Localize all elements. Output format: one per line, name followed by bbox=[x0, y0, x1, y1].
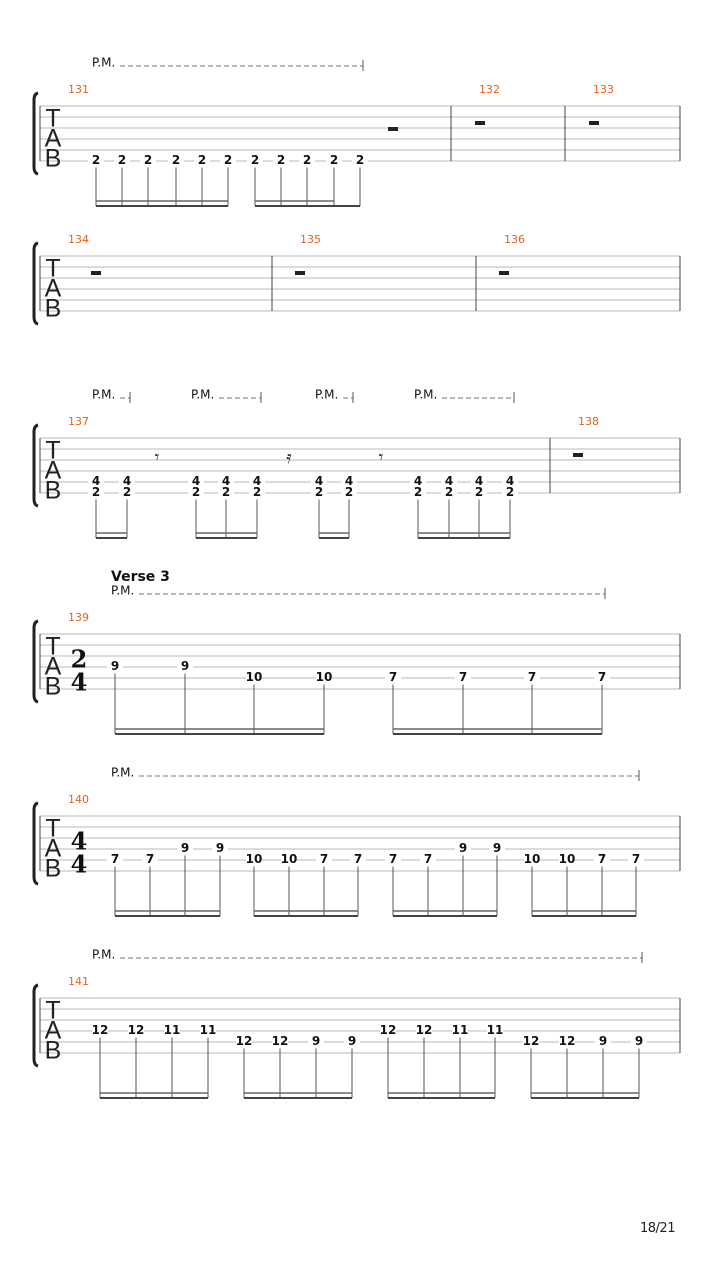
time-signature-top: 4 bbox=[70, 826, 88, 856]
fret-number: 2 bbox=[355, 153, 365, 167]
fret-number: 7 bbox=[631, 852, 641, 866]
tab-system bbox=[34, 392, 680, 538]
tab-clef-letter: T bbox=[45, 996, 61, 1025]
fret-number: 9 bbox=[110, 659, 120, 673]
measure-number: 140 bbox=[68, 793, 89, 806]
tab-clef-letter: B bbox=[44, 1036, 62, 1065]
fret-number: 2 bbox=[191, 485, 201, 499]
measure-number: 139 bbox=[68, 611, 89, 624]
palm-mute-label: P.M. bbox=[111, 583, 135, 598]
fret-number: 4 bbox=[221, 474, 231, 488]
fret-number: 2 bbox=[444, 485, 454, 499]
measure-number: 131 bbox=[68, 83, 89, 96]
system-bracket bbox=[34, 243, 38, 324]
fret-number: 2 bbox=[474, 485, 484, 499]
time-signature-top: 2 bbox=[70, 644, 88, 674]
system-bracket bbox=[34, 803, 38, 884]
fret-number: 12 bbox=[379, 1023, 397, 1037]
rest-symbol bbox=[573, 453, 583, 457]
palm-mute-label: P.M. bbox=[92, 387, 116, 402]
section-title: Verse 3 bbox=[111, 569, 170, 585]
system-bracket bbox=[34, 621, 38, 702]
rest-symbol bbox=[499, 271, 509, 275]
fret-number: 2 bbox=[117, 153, 127, 167]
fret-number: 4 bbox=[444, 474, 454, 488]
tab-system bbox=[34, 243, 680, 324]
tab-clef-letter: B bbox=[44, 476, 62, 505]
fret-number: 2 bbox=[197, 153, 207, 167]
system-bracket bbox=[34, 93, 38, 174]
fret-number: 9 bbox=[180, 841, 190, 855]
tab-clef-letter: B bbox=[44, 144, 62, 173]
fret-number: 2 bbox=[91, 485, 101, 499]
fret-number: 2 bbox=[413, 485, 423, 499]
fret-number: 12 bbox=[235, 1034, 253, 1048]
fret-number: 9 bbox=[311, 1034, 321, 1048]
fret-number: 4 bbox=[505, 474, 515, 488]
fret-number: 2 bbox=[329, 153, 339, 167]
fret-number: 4 bbox=[191, 474, 201, 488]
fret-number: 7 bbox=[458, 670, 468, 684]
tab-clef-letter: T bbox=[45, 632, 61, 661]
palm-mute-label: P.M. bbox=[315, 387, 339, 402]
fret-number: 11 bbox=[451, 1023, 469, 1037]
rest-symbol bbox=[295, 271, 305, 275]
fret-number: 2 bbox=[250, 153, 260, 167]
measure-number: 138 bbox=[578, 415, 599, 428]
measure-number: 134 bbox=[68, 233, 89, 246]
fret-number: 2 bbox=[122, 485, 132, 499]
tab-system bbox=[34, 588, 680, 734]
fret-number: 9 bbox=[492, 841, 502, 855]
fret-number: 2 bbox=[344, 485, 354, 499]
fret-number: 2 bbox=[221, 485, 231, 499]
fret-number: 2 bbox=[276, 153, 286, 167]
tab-clef-letter: T bbox=[45, 104, 61, 133]
palm-mute-label: P.M. bbox=[111, 765, 135, 780]
fret-number: 9 bbox=[598, 1034, 608, 1048]
fret-number: 4 bbox=[474, 474, 484, 488]
rest-symbol bbox=[589, 121, 599, 125]
fret-number: 12 bbox=[558, 1034, 576, 1048]
tab-clef-letter: A bbox=[44, 834, 62, 863]
measure-number: 135 bbox=[300, 233, 321, 246]
fret-number: 7 bbox=[597, 670, 607, 684]
fret-number: 11 bbox=[486, 1023, 504, 1037]
rest-symbol bbox=[91, 271, 101, 275]
tab-clef-letter: A bbox=[44, 124, 62, 153]
tab-clef-letter: B bbox=[44, 294, 62, 323]
measure-number: 133 bbox=[593, 83, 614, 96]
fret-number: 7 bbox=[527, 670, 537, 684]
fret-number: 12 bbox=[415, 1023, 433, 1037]
fret-number: 10 bbox=[245, 670, 263, 684]
system-bracket bbox=[34, 425, 38, 506]
fret-number: 2 bbox=[252, 485, 262, 499]
tab-system bbox=[34, 770, 680, 916]
fret-number: 9 bbox=[180, 659, 190, 673]
fret-number: 10 bbox=[523, 852, 541, 866]
fret-number: 4 bbox=[91, 474, 101, 488]
palm-mute-label: P.M. bbox=[92, 947, 116, 962]
tab-clef-letter: A bbox=[44, 456, 62, 485]
fret-number: 7 bbox=[319, 852, 329, 866]
fret-number: 10 bbox=[280, 852, 298, 866]
rest-symbol: 𝄿 bbox=[286, 447, 292, 468]
tab-clef-letter: T bbox=[45, 254, 61, 283]
fret-number: 4 bbox=[252, 474, 262, 488]
system-bracket bbox=[34, 985, 38, 1066]
fret-number: 11 bbox=[163, 1023, 181, 1037]
fret-number: 2 bbox=[171, 153, 181, 167]
fret-number: 10 bbox=[558, 852, 576, 866]
fret-number: 4 bbox=[122, 474, 132, 488]
fret-number: 10 bbox=[315, 670, 333, 684]
fret-number: 4 bbox=[314, 474, 324, 488]
palm-mute-label: P.M. bbox=[92, 55, 116, 70]
fret-number: 7 bbox=[388, 670, 398, 684]
fret-number: 2 bbox=[143, 153, 153, 167]
tab-clef-letter: A bbox=[44, 1016, 62, 1045]
fret-number: 12 bbox=[127, 1023, 145, 1037]
fret-number: 4 bbox=[413, 474, 423, 488]
time-signature-bottom: 4 bbox=[70, 849, 88, 879]
rest-symbol: 𝄾 bbox=[378, 447, 384, 468]
measure-number: 132 bbox=[479, 83, 500, 96]
rest-symbol: 𝄾 bbox=[154, 447, 160, 468]
fret-number: 10 bbox=[245, 852, 263, 866]
fret-number: 9 bbox=[634, 1034, 644, 1048]
fret-number: 12 bbox=[522, 1034, 540, 1048]
tab-system bbox=[34, 60, 680, 206]
tab-clef-letter: A bbox=[44, 274, 62, 303]
fret-number: 12 bbox=[91, 1023, 109, 1037]
fret-number: 2 bbox=[91, 153, 101, 167]
tab-clef-letter: B bbox=[44, 854, 62, 883]
measure-number: 141 bbox=[68, 975, 89, 988]
fret-number: 9 bbox=[215, 841, 225, 855]
rest-symbol bbox=[388, 127, 398, 131]
palm-mute-label: P.M. bbox=[414, 387, 438, 402]
palm-mute-label: P.M. bbox=[191, 387, 215, 402]
fret-number: 9 bbox=[347, 1034, 357, 1048]
page-number: 18/21 bbox=[640, 1221, 675, 1236]
tab-clef-letter: T bbox=[45, 436, 61, 465]
fret-number: 7 bbox=[423, 852, 433, 866]
tab-clef-letter: T bbox=[45, 814, 61, 843]
fret-number: 2 bbox=[505, 485, 515, 499]
time-signature-bottom: 4 bbox=[70, 667, 88, 697]
fret-number: 7 bbox=[388, 852, 398, 866]
fret-number: 12 bbox=[271, 1034, 289, 1048]
tab-clef-letter: B bbox=[44, 672, 62, 701]
tab-clef-letter: A bbox=[44, 652, 62, 681]
fret-number: 7 bbox=[597, 852, 607, 866]
measure-number: 136 bbox=[504, 233, 525, 246]
fret-number: 7 bbox=[110, 852, 120, 866]
fret-number: 9 bbox=[458, 841, 468, 855]
measure-number: 137 bbox=[68, 415, 89, 428]
fret-number: 2 bbox=[223, 153, 233, 167]
fret-number: 7 bbox=[353, 852, 363, 866]
fret-number: 2 bbox=[314, 485, 324, 499]
fret-number: 2 bbox=[302, 153, 312, 167]
fret-number: 4 bbox=[344, 474, 354, 488]
fret-number: 11 bbox=[199, 1023, 217, 1037]
fret-number: 7 bbox=[145, 852, 155, 866]
rest-symbol bbox=[475, 121, 485, 125]
